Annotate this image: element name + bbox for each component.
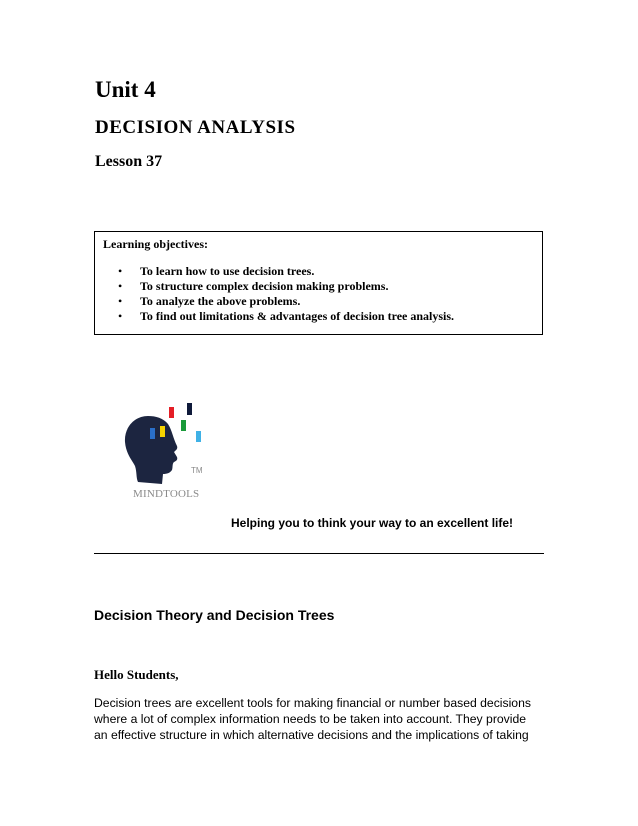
trademark-symbol: TM <box>191 466 203 475</box>
logo-navy-bar-icon <box>187 403 192 415</box>
logo-yellow-bar-icon <box>160 426 165 437</box>
logo-cyan-bar-icon <box>196 431 201 442</box>
objective-text: To analyze the above problems. <box>140 294 301 308</box>
tagline: Helping you to think your way to an excellent life! <box>231 516 514 530</box>
section-title: DECISION ANALYSIS <box>95 117 296 138</box>
bullet-icon: • <box>118 264 123 278</box>
mindtools-logo-text: MINDTOOLS <box>133 488 200 500</box>
list-item <box>95 264 454 279</box>
mindtools-logo-icon <box>116 398 226 502</box>
lesson-title: Lesson 37 <box>95 153 163 170</box>
greeting: Hello Students, <box>94 667 179 682</box>
paragraph-line: Decision trees are excellent tools for making financial or number based decisions <box>94 696 531 710</box>
logo-red-bar-icon <box>169 407 174 418</box>
bullet-icon: • <box>118 309 123 323</box>
list-item <box>95 279 454 294</box>
body-paragraph <box>94 695 545 743</box>
paragraph-line: an effective structure in which alternative decisions and the implications of taking <box>94 728 529 742</box>
list-item <box>95 294 454 309</box>
head-silhouette-icon <box>125 416 177 484</box>
list-item <box>95 309 454 324</box>
logo-blue-bar-icon <box>150 428 155 439</box>
learning-objectives-heading: Learning objectives: <box>103 237 208 251</box>
objective-text: To find out limitations & advantages of decision tree analysis. <box>140 309 455 323</box>
learning-objectives-list <box>95 264 454 324</box>
unit-title: Unit 4 <box>95 77 156 102</box>
bullet-icon: • <box>118 279 123 293</box>
logo-green-bar-icon <box>181 420 186 431</box>
objective-text: To learn how to use decision trees. <box>140 264 315 278</box>
learning-objectives-box <box>94 231 543 335</box>
section-subheading: Decision Theory and Decision Trees <box>94 607 335 623</box>
paragraph-line: where a lot of complex information needs to be taken into account. They provide <box>94 712 527 726</box>
bullet-icon: • <box>118 294 123 308</box>
horizontal-divider <box>94 553 544 554</box>
objective-text: To structure complex decision making problems. <box>140 279 389 293</box>
